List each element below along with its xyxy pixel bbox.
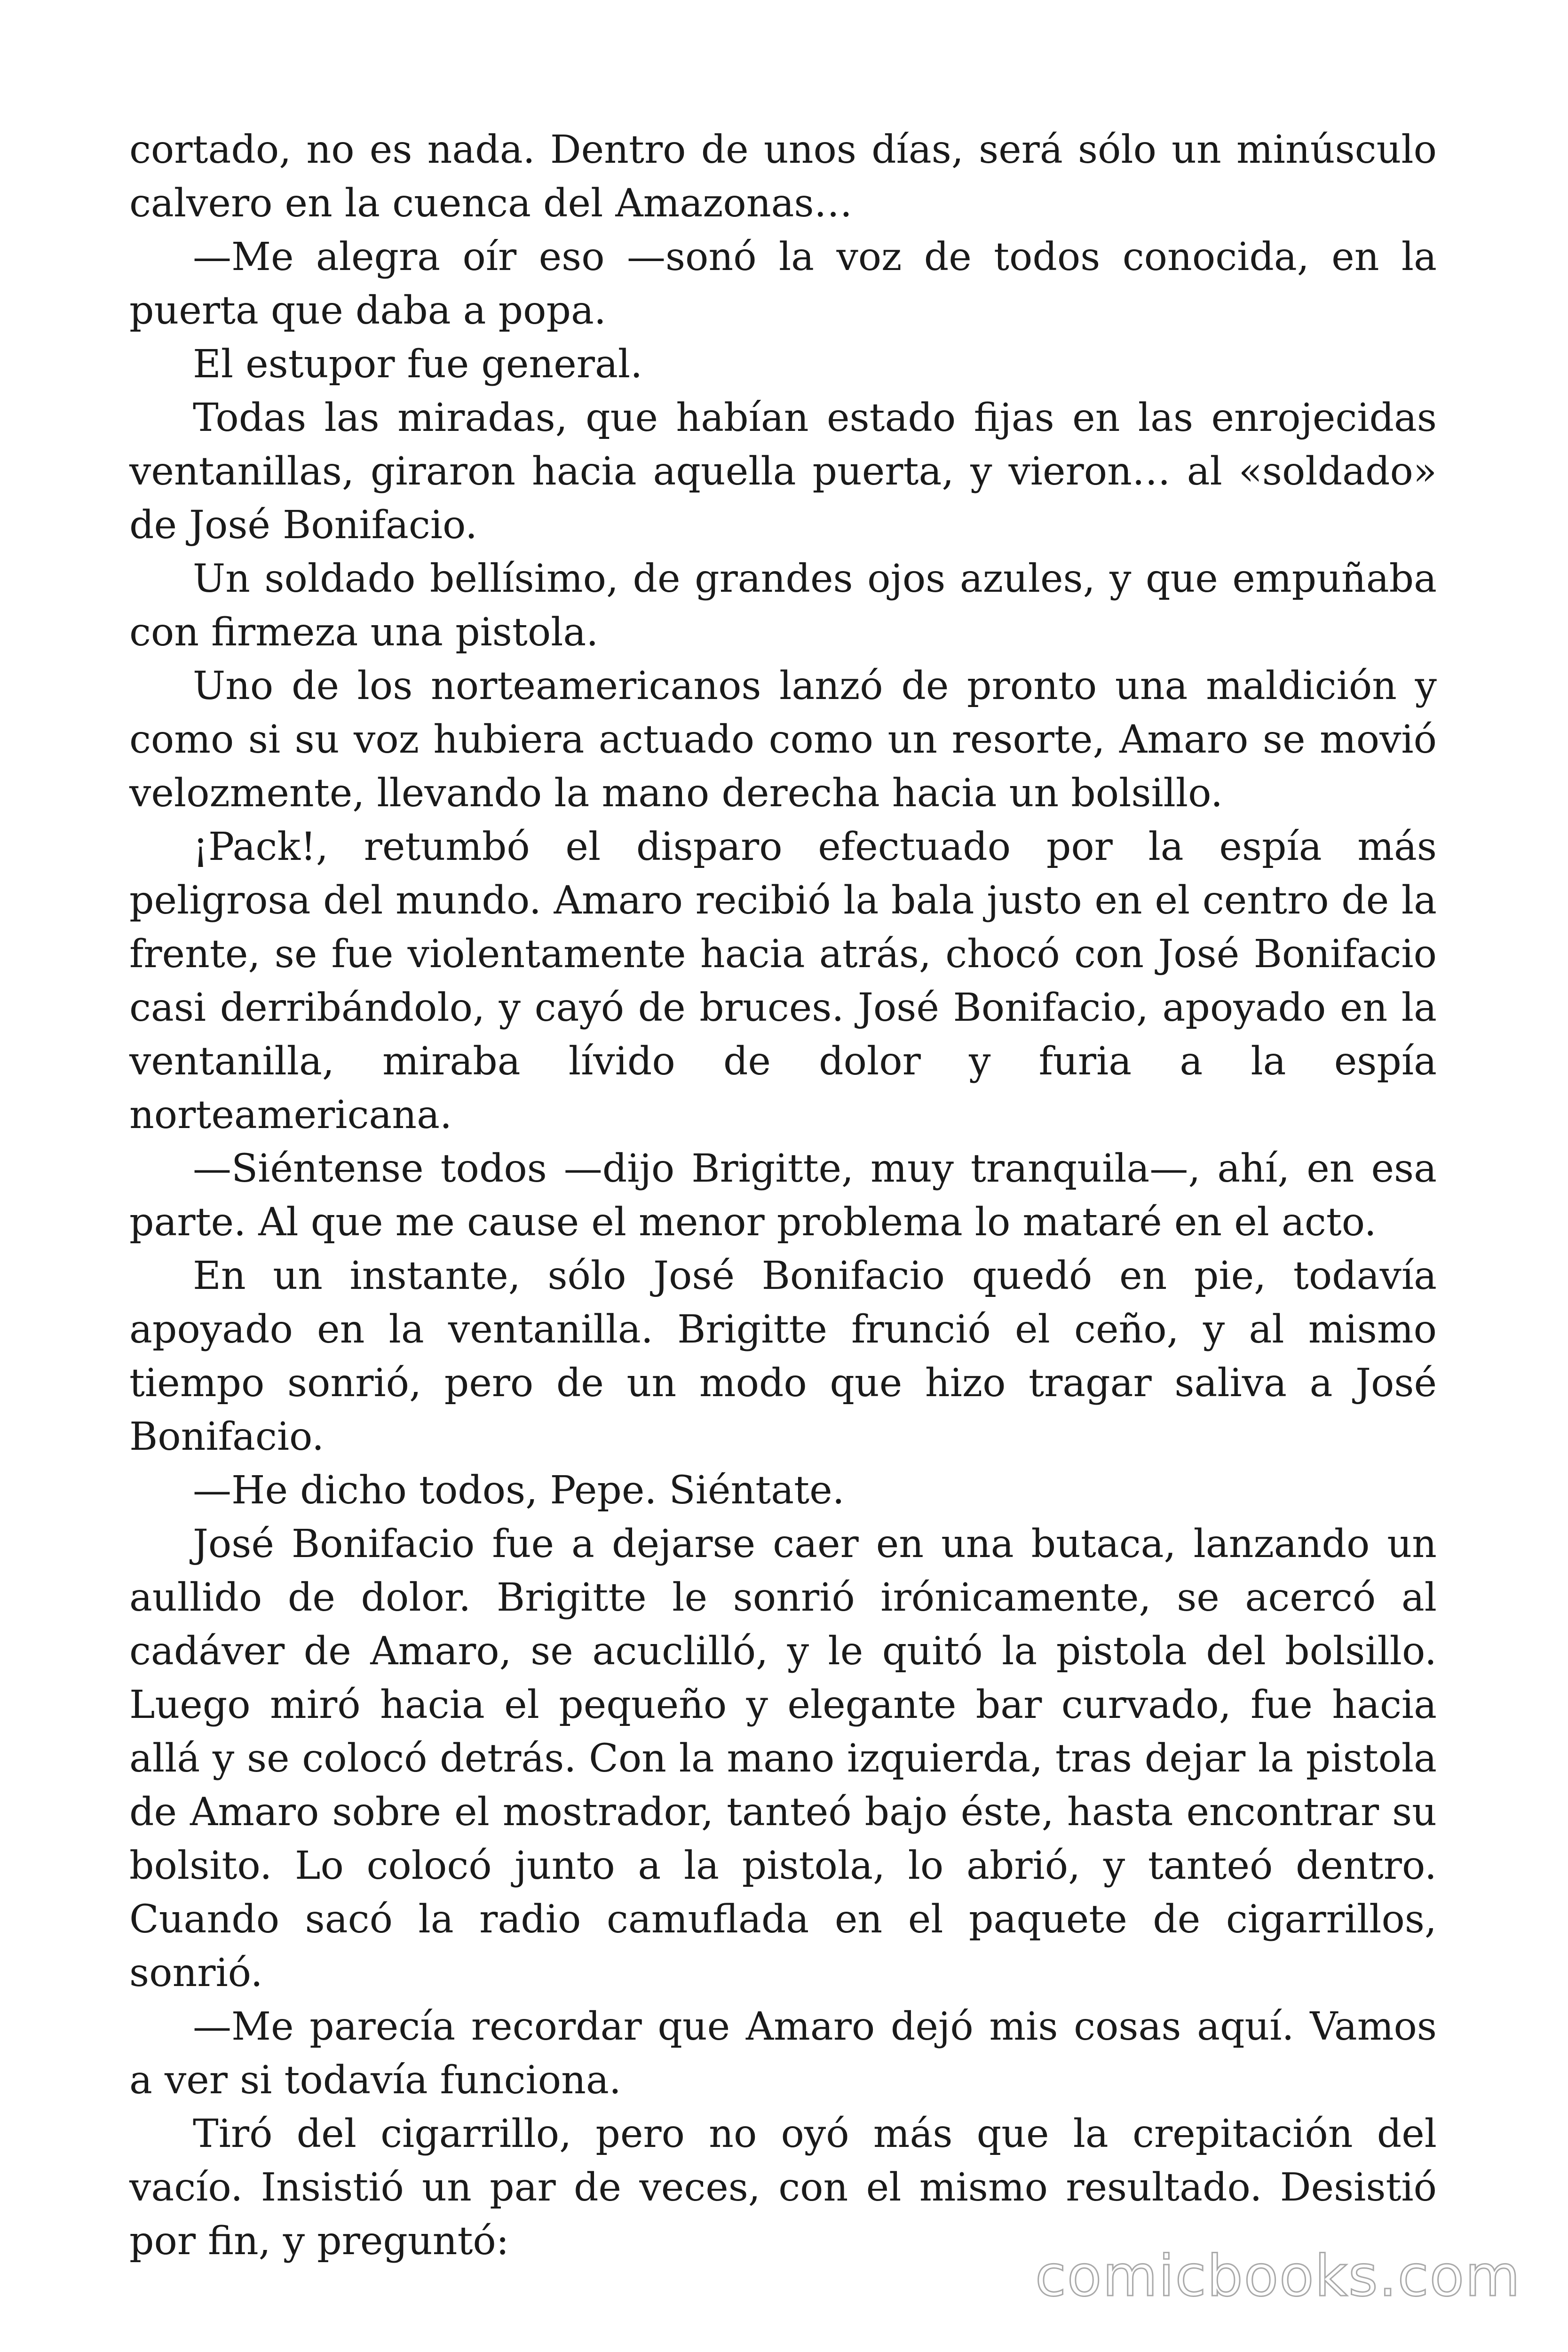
paragraph: —He dicho todos, Pepe. Siéntate. xyxy=(193,1468,845,1513)
paragraph: cortado, no es nada. Dentro de unos días, será sólo un minúsculo calvero en la cuenca del Amazonas… xyxy=(129,127,1437,226)
paragraph: —Me parecía recordar que Amaro dejó mis cosas aquí. Vamos a ver si todavía funciona. xyxy=(129,2004,1437,2103)
paragraph: Uno de los norteamericanos lanzó de pronto una maldición y como si su voz hubiera actuado como un resorte, Amaro se movió velozmente, llevando la mano derecha hacia un bolsillo. xyxy=(129,664,1437,816)
paragraph: —Me alegra oír eso —sonó la voz de todos conocida, en la puerta que daba a popa. xyxy=(129,235,1437,333)
paragraph: José Bonifacio fue a dejarse caer en una butaca, lanzando un aullido de dolor. Brigitte le sonrió irónicamente, se acercó al cadáver de Amaro, se acuclilló, y le quitó la pistola del bolsillo. Luego miró hacia el pequeño y elegante bar curvado, fue hacia allá y se colocó detrás. Con la mano izquierda, tras dejar la pistola de Amaro sobre el mostrador, tanteó bajo éste, hasta encontrar su bolsito. Lo colocó junto a la pistola, lo abrió, y tanteó dentro. Cuando sacó la radio camuflada en el paquete de cigarrillos, sonrió. xyxy=(129,1522,1437,1995)
paragraph: Todas las miradas, que habían estado fijas en las enrojecidas ventanillas, giraron hacia aquella puerta, y vieron… al «soldado» de José Bonifacio. xyxy=(129,396,1437,548)
body-text xyxy=(129,123,1437,2268)
paragraph: Tiró del cigarrillo, pero no oyó más que la crepitación del vacío. Insistió un par de veces, con el mismo resultado. Desistió por fin, y preguntó: xyxy=(129,2112,1437,2264)
paragraph: ¡Pack!, retumbó el disparo efectuado por la espía más peligrosa del mundo. Amaro recibió la bala justo en el centro de la frente, se fue violentamente hacia atrás, chocó con José Bonifacio casi derribándolo, y cayó de bruces. José Bonifacio, apoyado en la ventanilla, miraba lívido de dolor y furia a la espía norteamericana. xyxy=(129,825,1437,1137)
paragraph: —Siéntense todos —dijo Brigitte, muy tranquila—, ahí, en esa parte. Al que me cause el menor problema lo mataré en el acto. xyxy=(129,1146,1437,1245)
paragraph: El estupor fue general. xyxy=(193,342,643,387)
paragraph: En un instante, sólo José Bonifacio quedó en pie, todavía apoyado en la ventanilla. Brigitte frunció el ceño, y al mismo tiempo sonrió, pero de un modo que hizo tragar saliva a José Bonifacio. xyxy=(129,1254,1437,1459)
paragraph: Un soldado bellísimo, de grandes ojos azules, y que empuñaba con firmeza una pistola. xyxy=(129,556,1437,655)
watermark-text: comicbooks.com xyxy=(1035,2244,1521,2309)
